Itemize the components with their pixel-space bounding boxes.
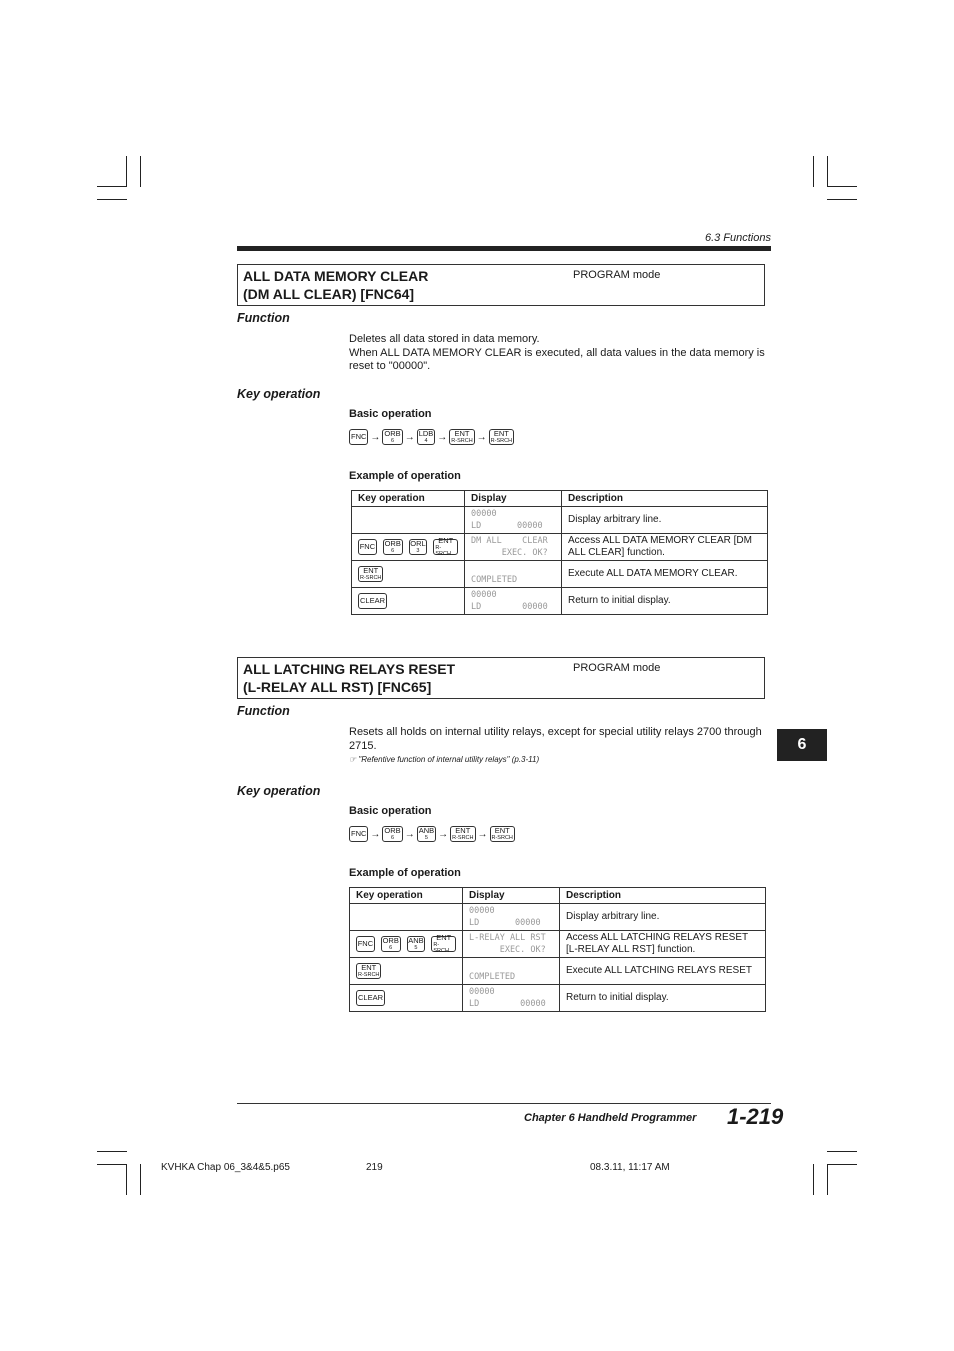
key-ent-icon: [358, 566, 383, 582]
crop-mark: [97, 1151, 127, 1152]
key-label: ORB: [384, 429, 401, 438]
footer-chapter: Chapter 6 Handheld Programmer: [524, 1112, 697, 1124]
function-text: [349, 333, 774, 374]
function-heading: Function: [237, 311, 290, 325]
column-header: Key operation: [350, 888, 463, 904]
column-header: Description: [560, 888, 766, 904]
basic-key-sequence: [349, 826, 515, 842]
arrow-right-icon: →: [404, 431, 415, 443]
key-label: ENT: [493, 429, 509, 438]
key-orl-icon: [409, 539, 428, 555]
key-label: ANB: [418, 826, 435, 835]
key-ent-icon: [450, 826, 475, 842]
table-row: [350, 985, 766, 1012]
function-heading: Function: [237, 704, 290, 718]
column-header: Key operation: [352, 491, 465, 507]
table-row: [352, 534, 768, 561]
description-cell: Display arbitrary line.: [560, 904, 766, 931]
section-title-box: [237, 657, 765, 699]
key-label: ORB: [384, 539, 401, 548]
key-ent-icon: [433, 536, 458, 557]
key-anb-icon: [417, 826, 436, 842]
key-sublabel: 6: [391, 548, 395, 554]
key-sublabel: R-SRCH: [490, 438, 513, 444]
column-header: Description: [562, 491, 768, 507]
lcd-display: 00000 LD 00000: [471, 590, 548, 612]
basic-operation-heading: Basic operation: [349, 805, 432, 817]
key-sublabel: 4: [424, 438, 428, 444]
lcd-display: 00000 LD 00000: [469, 987, 546, 1009]
table-row: [352, 561, 768, 588]
footer-rule: [237, 1103, 771, 1104]
description-cell: Execute ALL DATA MEMORY CLEAR.: [562, 561, 768, 588]
key-ent-icon: [489, 429, 514, 445]
key-sublabel: R-SRCH: [433, 942, 449, 954]
key-fnc-icon: [349, 429, 368, 445]
key-operation-cell: [350, 931, 463, 958]
page-number: 1-219: [727, 1104, 784, 1129]
key-label: ENT: [494, 826, 510, 835]
key-label: CLEAR: [358, 993, 384, 1002]
crop-mark: [827, 156, 828, 187]
arrow-right-icon: →: [477, 828, 488, 840]
key-sublabel: 6: [389, 945, 393, 951]
key-anb-icon: [407, 936, 426, 952]
table-row: [352, 588, 768, 615]
crop-mark: [97, 1164, 127, 1165]
key-label: ORB: [384, 826, 401, 835]
slug-page: 219: [366, 1162, 383, 1173]
key-operation-heading: Key operation: [237, 784, 321, 798]
arrow-right-icon: →: [370, 828, 381, 840]
key-operation-cell: [350, 985, 463, 1012]
arrow-right-icon: →: [438, 828, 449, 840]
key-label: ANB: [408, 936, 424, 945]
display-cell: [463, 931, 560, 958]
slug-date: 08.3.11, 11:17 AM: [590, 1162, 670, 1173]
title-line: ALL LATCHING RELAYS RESET: [243, 661, 456, 677]
key-fnc-icon: [349, 826, 368, 842]
key-label: LDB: [418, 429, 434, 438]
key-sublabel: R-SRCH: [451, 438, 473, 444]
key-fnc-icon: [358, 539, 377, 555]
chapter-tab: 6: [777, 729, 827, 761]
key-sublabel: 3: [416, 548, 420, 554]
key-ent-icon: [431, 933, 456, 954]
section-title: [243, 267, 428, 303]
key-sublabel: 5: [424, 835, 428, 841]
title-line: (L-RELAY ALL RST) [FNC65]: [243, 679, 432, 695]
key-operation-heading: Key operation: [237, 387, 321, 401]
running-header: 6.3 Functions: [704, 232, 771, 244]
key-ent-icon: [449, 429, 474, 445]
display-cell: [463, 904, 560, 931]
lcd-display: COMPLETED: [471, 575, 518, 585]
key-orb-icon: [381, 936, 401, 952]
key-label: ENT: [436, 933, 452, 942]
lcd-display: 00000 LD 00000: [471, 509, 543, 531]
table-row: [350, 931, 766, 958]
table-row: [350, 904, 766, 931]
lcd-display: 00000 LD 00000: [469, 906, 541, 928]
key-sublabel: 6: [391, 438, 395, 444]
crop-mark: [126, 156, 127, 187]
key-sublabel: R-SRCH: [360, 575, 382, 581]
key-sublabel: 6: [391, 835, 395, 841]
key-sublabel: R-SRCH: [358, 972, 380, 978]
example-heading: Example of operation: [349, 470, 461, 482]
table-row: [352, 507, 768, 534]
key-operation-cell: [352, 561, 465, 588]
key-ent-icon: [490, 826, 515, 842]
key-operation-cell: [350, 904, 463, 931]
example-heading: Example of operation: [349, 867, 461, 879]
key-label: FNC: [357, 939, 374, 948]
display-cell: [465, 534, 562, 561]
paragraph: Resets all holds on internal utility relays, except for special utility relays 2700 through 2715.: [349, 726, 762, 752]
key-label: FNC: [359, 542, 376, 551]
example-table: [349, 887, 766, 1012]
display-cell: [463, 985, 560, 1012]
key-label: ORL: [410, 539, 426, 548]
key-operation-cell: [350, 958, 463, 985]
function-text: [349, 726, 774, 753]
key-operation-cell: [352, 588, 465, 615]
mode-label: PROGRAM mode: [573, 662, 661, 674]
key-sublabel: R-SRCH: [491, 835, 513, 841]
key-fnc-icon: [356, 936, 375, 952]
description-cell: Execute ALL LATCHING RELAYS RESET: [560, 958, 766, 985]
column-header: Display: [463, 888, 560, 904]
basic-key-sequence: [349, 429, 514, 445]
key-orb-icon: [383, 539, 403, 555]
arrow-right-icon: →: [476, 431, 487, 443]
basic-operation-heading: Basic operation: [349, 408, 432, 420]
arrow-right-icon: →: [370, 431, 381, 443]
section-title-box: [237, 264, 765, 306]
lcd-display: DM ALL CLEAR EXEC. OK?: [471, 536, 548, 558]
crop-mark: [827, 199, 857, 200]
key-operation-cell: [352, 507, 465, 534]
display-cell: [465, 507, 562, 534]
title-line: ALL DATA MEMORY CLEAR: [243, 268, 429, 284]
paragraph: Deletes all data stored in data memory.: [349, 333, 540, 345]
key-label: FNC: [351, 432, 367, 441]
crop-mark: [813, 156, 814, 187]
description-cell: Access ALL LATCHING RELAYS RESET [L-RELAY ALL RST] function.: [560, 931, 766, 958]
title-line: (DM ALL CLEAR) [FNC64]: [243, 286, 415, 302]
key-label: ENT: [363, 566, 379, 575]
paragraph: When ALL DATA MEMORY CLEAR is executed, all data values in the data memory is reset to "00000".: [349, 346, 765, 372]
description-cell: Return to initial display.: [560, 985, 766, 1012]
crop-mark: [126, 1164, 127, 1195]
key-label: ENT: [361, 963, 377, 972]
display-cell: [465, 561, 562, 588]
description-cell: Access ALL DATA MEMORY CLEAR [DM ALL CLEAR] function.: [562, 534, 768, 561]
key-label: ENT: [454, 429, 470, 438]
section-title: [243, 660, 455, 696]
crop-mark: [827, 1164, 828, 1195]
slug-file: KVHKA Chap 06_3&4&5.p65: [161, 1162, 290, 1173]
display-cell: [463, 958, 560, 985]
key-label: CLEAR: [360, 596, 386, 605]
crop-mark: [97, 186, 127, 187]
key-sublabel: R-SRCH: [452, 835, 474, 841]
crop-mark: [813, 1164, 814, 1195]
lcd-display: L-RELAY ALL RST EXEC. OK?: [469, 933, 546, 955]
key-label: FNC: [351, 829, 367, 838]
description-cell: Display arbitrary line.: [562, 507, 768, 534]
arrow-right-icon: →: [404, 828, 415, 840]
crop-mark: [97, 199, 127, 200]
key-clear-icon: [358, 593, 387, 609]
description-cell: Return to initial display.: [562, 588, 768, 615]
key-sublabel: 5: [414, 945, 418, 951]
header-rule: [237, 246, 771, 251]
key-orb-icon: [382, 826, 402, 842]
table-row: [350, 958, 766, 985]
key-clear-icon: [356, 990, 385, 1006]
key-ldb-icon: [417, 429, 436, 445]
arrow-right-icon: →: [437, 431, 448, 443]
key-orb-icon: [382, 429, 402, 445]
mode-label: PROGRAM mode: [573, 269, 661, 281]
key-ent-icon: [356, 963, 381, 979]
crop-mark: [140, 1164, 141, 1195]
key-operation-cell: [352, 534, 465, 561]
crop-mark: [827, 186, 857, 187]
column-header: Display: [465, 491, 562, 507]
key-sublabel: R-SRCH: [435, 545, 451, 557]
key-label: ENT: [438, 536, 454, 545]
crop-mark: [827, 1151, 857, 1152]
crop-mark: [140, 156, 141, 187]
key-label: ENT: [455, 826, 471, 835]
key-label: ORB: [382, 936, 399, 945]
lcd-display: COMPLETED: [469, 972, 516, 982]
display-cell: [465, 588, 562, 615]
example-table: [351, 490, 768, 615]
crop-mark: [827, 1164, 857, 1165]
reference-note: ☞ "Refentive function of internal utility relays" (p.3-11): [349, 755, 540, 764]
